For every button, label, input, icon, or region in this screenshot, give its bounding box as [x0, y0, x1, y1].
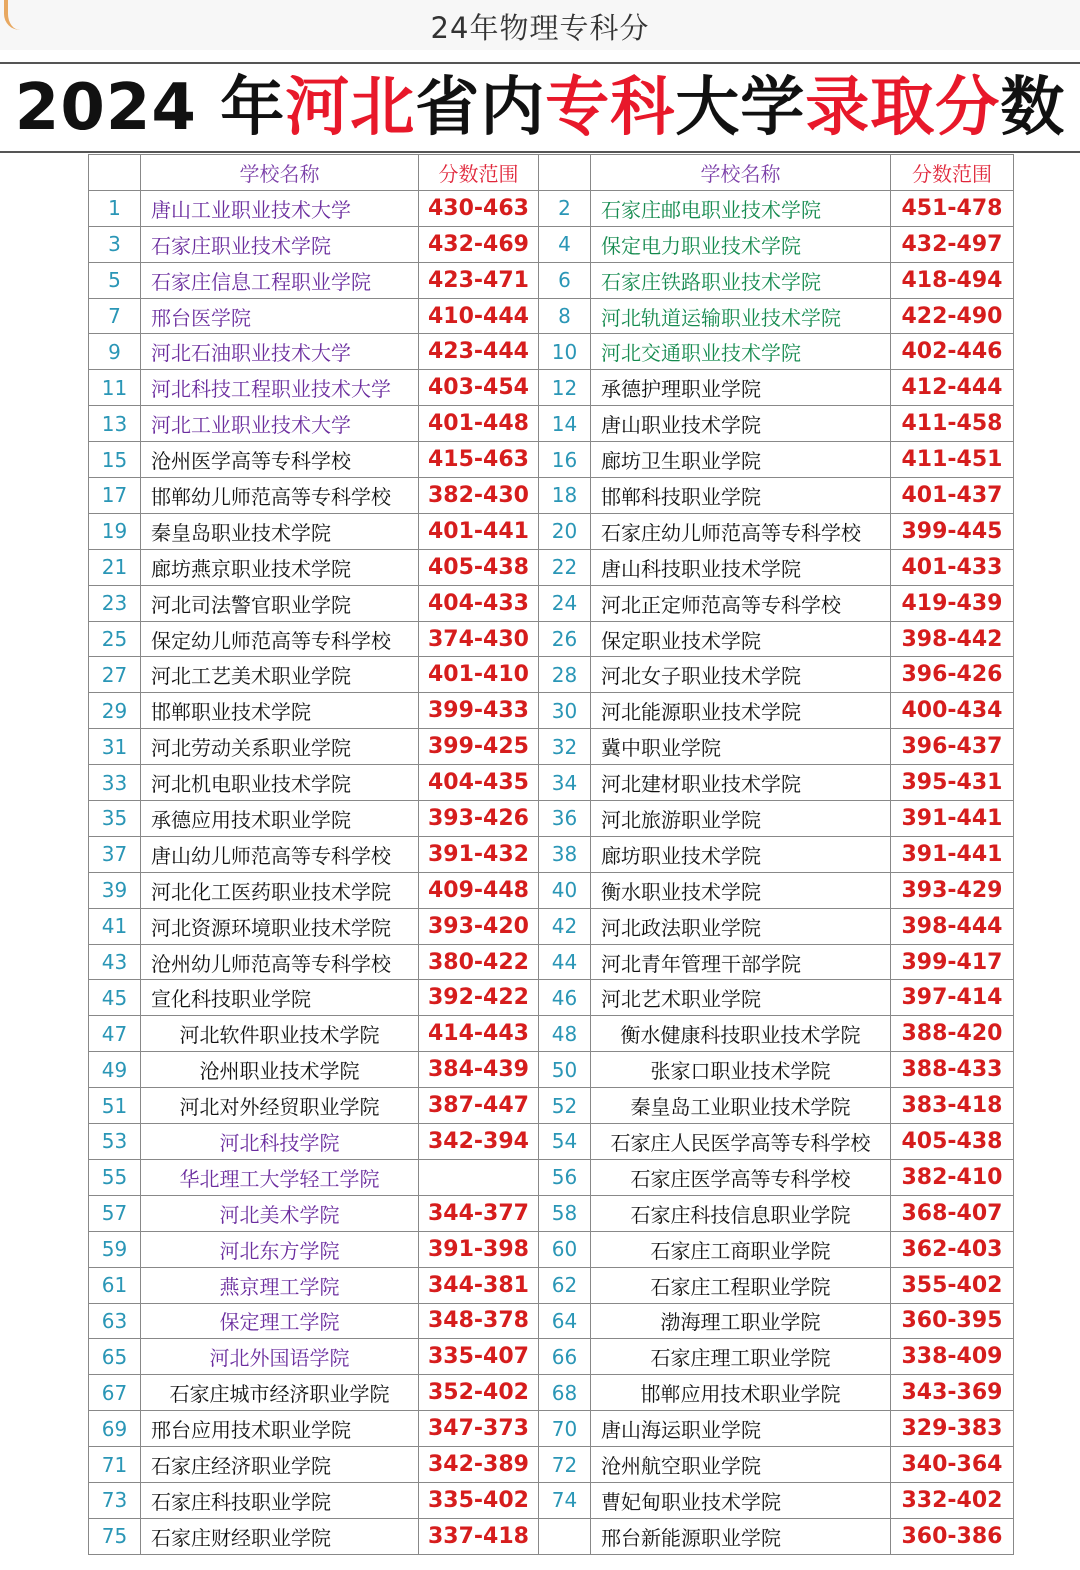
- score-range-left: 403-454: [419, 370, 539, 406]
- school-name-left: 石家庄科技职业学院: [141, 1482, 419, 1518]
- school-name-left: 石家庄职业技术学院: [141, 226, 419, 262]
- score-range-right: 451-478: [891, 190, 1014, 226]
- row-number-left: 7: [89, 298, 141, 334]
- score-range-right: 400-434: [891, 693, 1014, 729]
- title-hebei: 河北: [285, 71, 416, 145]
- table-row: [89, 1375, 1014, 1411]
- school-name-right: 石家庄工商职业学院: [591, 1231, 891, 1267]
- score-range-right: 338-409: [891, 1339, 1014, 1375]
- row-number-right: 62: [539, 1267, 591, 1303]
- row-number-right: 54: [539, 1124, 591, 1160]
- table-row: [89, 370, 1014, 406]
- score-range-right: 399-445: [891, 513, 1014, 549]
- school-name-left: 邯郸幼儿师范高等专科学校: [141, 478, 419, 514]
- school-name-right: 保定电力职业技术学院: [591, 226, 891, 262]
- row-number-left: 43: [89, 944, 141, 980]
- school-name-left: 河北美术学院: [141, 1195, 419, 1231]
- table-row: [89, 908, 1014, 944]
- score-range-left: 337-418: [419, 1518, 539, 1554]
- row-number-left: 67: [89, 1375, 141, 1411]
- row-number-right: 4: [539, 226, 591, 262]
- school-name-right: 河北正定师范高等专科学校: [591, 585, 891, 621]
- row-number-left: 45: [89, 980, 141, 1016]
- table-row: [89, 1267, 1014, 1303]
- row-number-left: 69: [89, 1411, 141, 1447]
- score-range-right: 355-402: [891, 1267, 1014, 1303]
- score-range-right: 340-364: [891, 1447, 1014, 1483]
- row-number-right: 40: [539, 872, 591, 908]
- score-range-left: 399-425: [419, 729, 539, 765]
- score-range-right: 388-420: [891, 1016, 1014, 1052]
- title-fen: 分: [935, 71, 1001, 145]
- score-range-left: [419, 1159, 539, 1195]
- school-name-left: 唐山工业职业技术大学: [141, 190, 419, 226]
- score-range-left: 374-430: [419, 621, 539, 657]
- score-range-right: 329-383: [891, 1411, 1014, 1447]
- table-row: [89, 980, 1014, 1016]
- score-range-right: 395-431: [891, 765, 1014, 801]
- score-range-right: 332-402: [891, 1482, 1014, 1518]
- row-number-left: 75: [89, 1518, 141, 1554]
- school-name-right: 邯郸应用技术职业学院: [591, 1375, 891, 1411]
- row-number-left: 25: [89, 621, 141, 657]
- title-province: 省内: [415, 71, 546, 145]
- school-name-right: 廊坊卫生职业学院: [591, 442, 891, 478]
- header-score-right: 分数范围: [891, 155, 1014, 191]
- score-range-right: 412-444: [891, 370, 1014, 406]
- row-number-right: 6: [539, 262, 591, 298]
- school-name-right: 唐山职业技术学院: [591, 406, 891, 442]
- school-name-left: 秦皇岛职业技术学院: [141, 513, 419, 549]
- row-number-left: 31: [89, 729, 141, 765]
- row-number-right: 46: [539, 980, 591, 1016]
- table-row: [89, 621, 1014, 657]
- score-range-right: 401-437: [891, 478, 1014, 514]
- row-number-right: 70: [539, 1411, 591, 1447]
- row-number-right: 16: [539, 442, 591, 478]
- school-name-left: 承德应用技术职业学院: [141, 801, 419, 837]
- row-number-right: 10: [539, 334, 591, 370]
- row-number-right: 58: [539, 1195, 591, 1231]
- school-name-left: 河北工业职业技术大学: [141, 406, 419, 442]
- school-name-left: 石家庄财经职业学院: [141, 1518, 419, 1554]
- school-name-right: 河北女子职业技术学院: [591, 657, 891, 693]
- row-number-left: 59: [89, 1231, 141, 1267]
- school-name-left: 河北外国语学院: [141, 1339, 419, 1375]
- school-name-right: 邢台新能源职业学院: [591, 1518, 891, 1554]
- score-range-right: 398-442: [891, 621, 1014, 657]
- school-name-right: 河北旅游职业学院: [591, 801, 891, 837]
- page-title: [0, 66, 1080, 150]
- score-range-right: 401-433: [891, 549, 1014, 585]
- score-range-left: 430-463: [419, 190, 539, 226]
- score-range-left: 414-443: [419, 1016, 539, 1052]
- row-number-right: 30: [539, 693, 591, 729]
- table-row: [89, 836, 1014, 872]
- title-year: 2024 年: [14, 71, 286, 145]
- score-range-right: 398-444: [891, 908, 1014, 944]
- table-row: [89, 1159, 1014, 1195]
- school-name-left: 河北东方学院: [141, 1231, 419, 1267]
- school-name-left: 沧州幼儿师范高等专科学校: [141, 944, 419, 980]
- score-range-right: 382-410: [891, 1159, 1014, 1195]
- row-number-left: 63: [89, 1303, 141, 1339]
- score-range-left: 384-439: [419, 1052, 539, 1088]
- school-name-right: 沧州航空职业学院: [591, 1447, 891, 1483]
- row-number-right: 8: [539, 298, 591, 334]
- school-name-left: 保定幼儿师范高等专科学校: [141, 621, 419, 657]
- score-range-left: 382-430: [419, 478, 539, 514]
- score-range-left: 404-435: [419, 765, 539, 801]
- school-name-left: 保定理工学院: [141, 1303, 419, 1339]
- title-university: 大学: [675, 71, 806, 145]
- school-name-right: 衡水职业技术学院: [591, 872, 891, 908]
- school-name-left: 宣化科技职业学院: [141, 980, 419, 1016]
- school-name-right: 河北政法职业学院: [591, 908, 891, 944]
- school-name-left: 河北科技工程职业技术大学: [141, 370, 419, 406]
- row-number-right: 38: [539, 836, 591, 872]
- table-row: [89, 765, 1014, 801]
- row-number-right: 28: [539, 657, 591, 693]
- school-name-left: 河北机电职业技术学院: [141, 765, 419, 801]
- header-school-name-right: 学校名称: [591, 155, 891, 191]
- school-name-left: 河北司法警官职业学院: [141, 585, 419, 621]
- row-number-left: 51: [89, 1088, 141, 1124]
- score-range-right: 422-490: [891, 298, 1014, 334]
- row-number-left: 21: [89, 549, 141, 585]
- table-row: [89, 944, 1014, 980]
- school-name-right: 张家口职业技术学院: [591, 1052, 891, 1088]
- row-number-right: 20: [539, 513, 591, 549]
- table-row: [89, 1195, 1014, 1231]
- row-number-left: 3: [89, 226, 141, 262]
- row-number-left: 1: [89, 190, 141, 226]
- title-shu: 数: [1000, 71, 1066, 145]
- divider-bottom: [0, 151, 1080, 153]
- row-number-left: 15: [89, 442, 141, 478]
- school-name-right: 石家庄幼儿师范高等专科学校: [591, 513, 891, 549]
- row-number-right: 56: [539, 1159, 591, 1195]
- school-name-left: 沧州职业技术学院: [141, 1052, 419, 1088]
- score-range-right: 399-417: [891, 944, 1014, 980]
- row-number-left: 13: [89, 406, 141, 442]
- score-range-left: 393-420: [419, 908, 539, 944]
- row-number-right: 72: [539, 1447, 591, 1483]
- table-row: [89, 298, 1014, 334]
- score-range-right: 383-418: [891, 1088, 1014, 1124]
- score-range-left: 347-373: [419, 1411, 539, 1447]
- score-range-left: 342-389: [419, 1447, 539, 1483]
- school-name-left: 燕京理工学院: [141, 1267, 419, 1303]
- top-caption: 24年物理专科分: [430, 11, 650, 45]
- school-name-right: 保定职业技术学院: [591, 621, 891, 657]
- score-range-left: 342-394: [419, 1124, 539, 1160]
- row-number-right: 44: [539, 944, 591, 980]
- score-range-right: 391-441: [891, 836, 1014, 872]
- row-number-right: 18: [539, 478, 591, 514]
- table-row: [89, 1447, 1014, 1483]
- score-range-left: 423-444: [419, 334, 539, 370]
- table-body: [89, 190, 1014, 1554]
- row-number-left: 53: [89, 1124, 141, 1160]
- table-row: [89, 513, 1014, 549]
- score-range-right: 393-429: [891, 872, 1014, 908]
- score-range-right: 402-446: [891, 334, 1014, 370]
- table-row: [89, 1411, 1014, 1447]
- row-number-left: 55: [89, 1159, 141, 1195]
- school-name-left: 沧州医学高等专科学校: [141, 442, 419, 478]
- school-name-left: 石家庄城市经济职业学院: [141, 1375, 419, 1411]
- row-number-right: 60: [539, 1231, 591, 1267]
- table-row: [89, 1016, 1014, 1052]
- score-range-left: 335-402: [419, 1482, 539, 1518]
- row-number-right: 74: [539, 1482, 591, 1518]
- school-name-right: 河北建材职业技术学院: [591, 765, 891, 801]
- school-name-left: 河北劳动关系职业学院: [141, 729, 419, 765]
- row-number-left: 57: [89, 1195, 141, 1231]
- score-range-left: 352-402: [419, 1375, 539, 1411]
- table-row: [89, 585, 1014, 621]
- watermark: [720, 1505, 940, 1536]
- row-number-left: 27: [89, 657, 141, 693]
- row-number-right: 12: [539, 370, 591, 406]
- table-row: [89, 334, 1014, 370]
- table-row: [89, 693, 1014, 729]
- score-range-right: 360-395: [891, 1303, 1014, 1339]
- header-index-left: [89, 155, 141, 191]
- score-range-left: 423-471: [419, 262, 539, 298]
- school-name-left: 石家庄信息工程职业学院: [141, 262, 419, 298]
- row-number-right: 52: [539, 1088, 591, 1124]
- table-row: [89, 442, 1014, 478]
- score-range-left: 410-444: [419, 298, 539, 334]
- school-name-left: 石家庄经济职业学院: [141, 1447, 419, 1483]
- table-row: [89, 549, 1014, 585]
- score-range-left: 404-433: [419, 585, 539, 621]
- row-number-right: 42: [539, 908, 591, 944]
- row-number-left: 73: [89, 1482, 141, 1518]
- school-name-right: 石家庄人民医学高等专科学校: [591, 1124, 891, 1160]
- row-number-right: 24: [539, 585, 591, 621]
- score-range-left: 399-433: [419, 693, 539, 729]
- score-range-left: 391-432: [419, 836, 539, 872]
- score-range-left: 391-398: [419, 1231, 539, 1267]
- score-range-right: 391-441: [891, 801, 1014, 837]
- score-range-right: 419-439: [891, 585, 1014, 621]
- row-number-left: 41: [89, 908, 141, 944]
- school-name-right: 石家庄理工职业学院: [591, 1339, 891, 1375]
- school-name-right: 河北艺术职业学院: [591, 980, 891, 1016]
- table-row: [89, 872, 1014, 908]
- school-name-left: 河北石油职业技术大学: [141, 334, 419, 370]
- school-name-right: 石家庄科技信息职业学院: [591, 1195, 891, 1231]
- school-name-right: 石家庄邮电职业技术学院: [591, 190, 891, 226]
- row-number-left: 65: [89, 1339, 141, 1375]
- row-number-right: 26: [539, 621, 591, 657]
- school-name-left: 华北理工大学轻工学院: [141, 1159, 419, 1195]
- row-number-left: 9: [89, 334, 141, 370]
- school-name-right: 唐山海运职业学院: [591, 1411, 891, 1447]
- table-row: [89, 657, 1014, 693]
- school-name-right: 秦皇岛工业职业技术学院: [591, 1088, 891, 1124]
- row-number-right: 36: [539, 801, 591, 837]
- school-name-left: 河北资源环境职业技术学院: [141, 908, 419, 944]
- table-row: [89, 1124, 1014, 1160]
- table-row: [89, 478, 1014, 514]
- row-number-right: 32: [539, 729, 591, 765]
- table-row: [89, 1088, 1014, 1124]
- row-number-left: 33: [89, 765, 141, 801]
- school-name-right: 河北青年管理干部学院: [591, 944, 891, 980]
- table-row: [89, 729, 1014, 765]
- school-name-left: 河北科技学院: [141, 1124, 419, 1160]
- row-number-left: 61: [89, 1267, 141, 1303]
- row-number-left: 47: [89, 1016, 141, 1052]
- row-number-left: 39: [89, 872, 141, 908]
- table-row: [89, 801, 1014, 837]
- row-number-left: 17: [89, 478, 141, 514]
- row-number-right: 22: [539, 549, 591, 585]
- score-range-left: 393-426: [419, 801, 539, 837]
- score-range-left: 380-422: [419, 944, 539, 980]
- score-range-right: 396-437: [891, 729, 1014, 765]
- row-number-left: 5: [89, 262, 141, 298]
- top-caption-bar: [0, 0, 1080, 50]
- score-range-left: 335-407: [419, 1339, 539, 1375]
- score-range-right: 388-433: [891, 1052, 1014, 1088]
- score-range-left: 392-422: [419, 980, 539, 1016]
- score-range-left: 344-377: [419, 1195, 539, 1231]
- school-name-left: 河北工艺美术职业学院: [141, 657, 419, 693]
- row-number-right: 64: [539, 1303, 591, 1339]
- score-range-right: 411-451: [891, 442, 1014, 478]
- row-number-left: 35: [89, 801, 141, 837]
- row-number-right: 66: [539, 1339, 591, 1375]
- score-range-left: 401-441: [419, 513, 539, 549]
- school-name-right: 邯郸科技职业学院: [591, 478, 891, 514]
- school-name-left: 邢台应用技术职业学院: [141, 1411, 419, 1447]
- score-range-left: 405-438: [419, 549, 539, 585]
- school-name-right: 唐山科技职业技术学院: [591, 549, 891, 585]
- row-number-right: 34: [539, 765, 591, 801]
- table-header-row: [89, 155, 1014, 191]
- score-range-left: 348-378: [419, 1303, 539, 1339]
- score-range-left: 387-447: [419, 1088, 539, 1124]
- score-range-left: 415-463: [419, 442, 539, 478]
- row-number-right: 68: [539, 1375, 591, 1411]
- school-name-left: 唐山幼儿师范高等专科学校: [141, 836, 419, 872]
- row-number-right: 14: [539, 406, 591, 442]
- title-zhuanke: 专科: [545, 71, 676, 145]
- row-number-right: 2: [539, 190, 591, 226]
- school-name-right: 廊坊职业技术学院: [591, 836, 891, 872]
- school-name-left: 邢台医学院: [141, 298, 419, 334]
- row-number-left: 71: [89, 1447, 141, 1483]
- school-name-right: 河北轨道运输职业技术学院: [591, 298, 891, 334]
- header-score-left: 分数范围: [419, 155, 539, 191]
- score-range-right: 360-386: [891, 1518, 1014, 1554]
- table-row: [89, 1303, 1014, 1339]
- row-number-left: 37: [89, 836, 141, 872]
- row-number-right: 48: [539, 1016, 591, 1052]
- divider-top: [0, 62, 1080, 64]
- score-range-left: 344-381: [419, 1267, 539, 1303]
- school-name-right: 衡水健康科技职业技术学院: [591, 1016, 891, 1052]
- row-number-left: 29: [89, 693, 141, 729]
- score-range-right: 405-438: [891, 1124, 1014, 1160]
- table-row: [89, 1052, 1014, 1088]
- score-range-left: 401-410: [419, 657, 539, 693]
- school-name-right: 承德护理职业学院: [591, 370, 891, 406]
- school-name-right: 河北能源职业技术学院: [591, 693, 891, 729]
- table-row: [89, 1231, 1014, 1267]
- score-range-right: 343-369: [891, 1375, 1014, 1411]
- table-row: [89, 1339, 1014, 1375]
- school-name-right: 冀中职业学院: [591, 729, 891, 765]
- row-number-left: 19: [89, 513, 141, 549]
- row-number-right: 50: [539, 1052, 591, 1088]
- school-name-left: 廊坊燕京职业技术学院: [141, 549, 419, 585]
- school-name-right: 石家庄工程职业学院: [591, 1267, 891, 1303]
- school-name-right: 石家庄铁路职业技术学院: [591, 262, 891, 298]
- row-number-left: 11: [89, 370, 141, 406]
- score-range-right: 362-403: [891, 1231, 1014, 1267]
- table-row: [89, 190, 1014, 226]
- score-range-right: 432-497: [891, 226, 1014, 262]
- row-number-left: 23: [89, 585, 141, 621]
- header-index-right: [539, 155, 591, 191]
- school-name-left: 河北化工医药职业技术学院: [141, 872, 419, 908]
- score-table: [88, 154, 1014, 1555]
- score-range-right: 368-407: [891, 1195, 1014, 1231]
- table-row: [89, 406, 1014, 442]
- score-range-right: 396-426: [891, 657, 1014, 693]
- score-range-left: 432-469: [419, 226, 539, 262]
- school-name-left: 河北软件职业技术学院: [141, 1016, 419, 1052]
- school-name-right: 渤海理工职业学院: [591, 1303, 891, 1339]
- row-number-right: [539, 1518, 591, 1554]
- score-range-left: 401-448: [419, 406, 539, 442]
- score-range-right: 418-494: [891, 262, 1014, 298]
- row-number-left: 49: [89, 1052, 141, 1088]
- score-range-right: 397-414: [891, 980, 1014, 1016]
- title-luqu: 录取: [805, 71, 936, 145]
- school-name-right: 石家庄医学高等专科学校: [591, 1159, 891, 1195]
- school-name-right: 曹妃甸职业技术学院: [591, 1482, 891, 1518]
- table-row: [89, 226, 1014, 262]
- score-range-right: 411-458: [891, 406, 1014, 442]
- school-name-right: 河北交通职业技术学院: [591, 334, 891, 370]
- school-name-left: 河北对外经贸职业学院: [141, 1088, 419, 1124]
- score-range-left: 409-448: [419, 872, 539, 908]
- header-school-name-left: 学校名称: [141, 155, 419, 191]
- school-name-left: 邯郸职业技术学院: [141, 693, 419, 729]
- table-row: [89, 262, 1014, 298]
